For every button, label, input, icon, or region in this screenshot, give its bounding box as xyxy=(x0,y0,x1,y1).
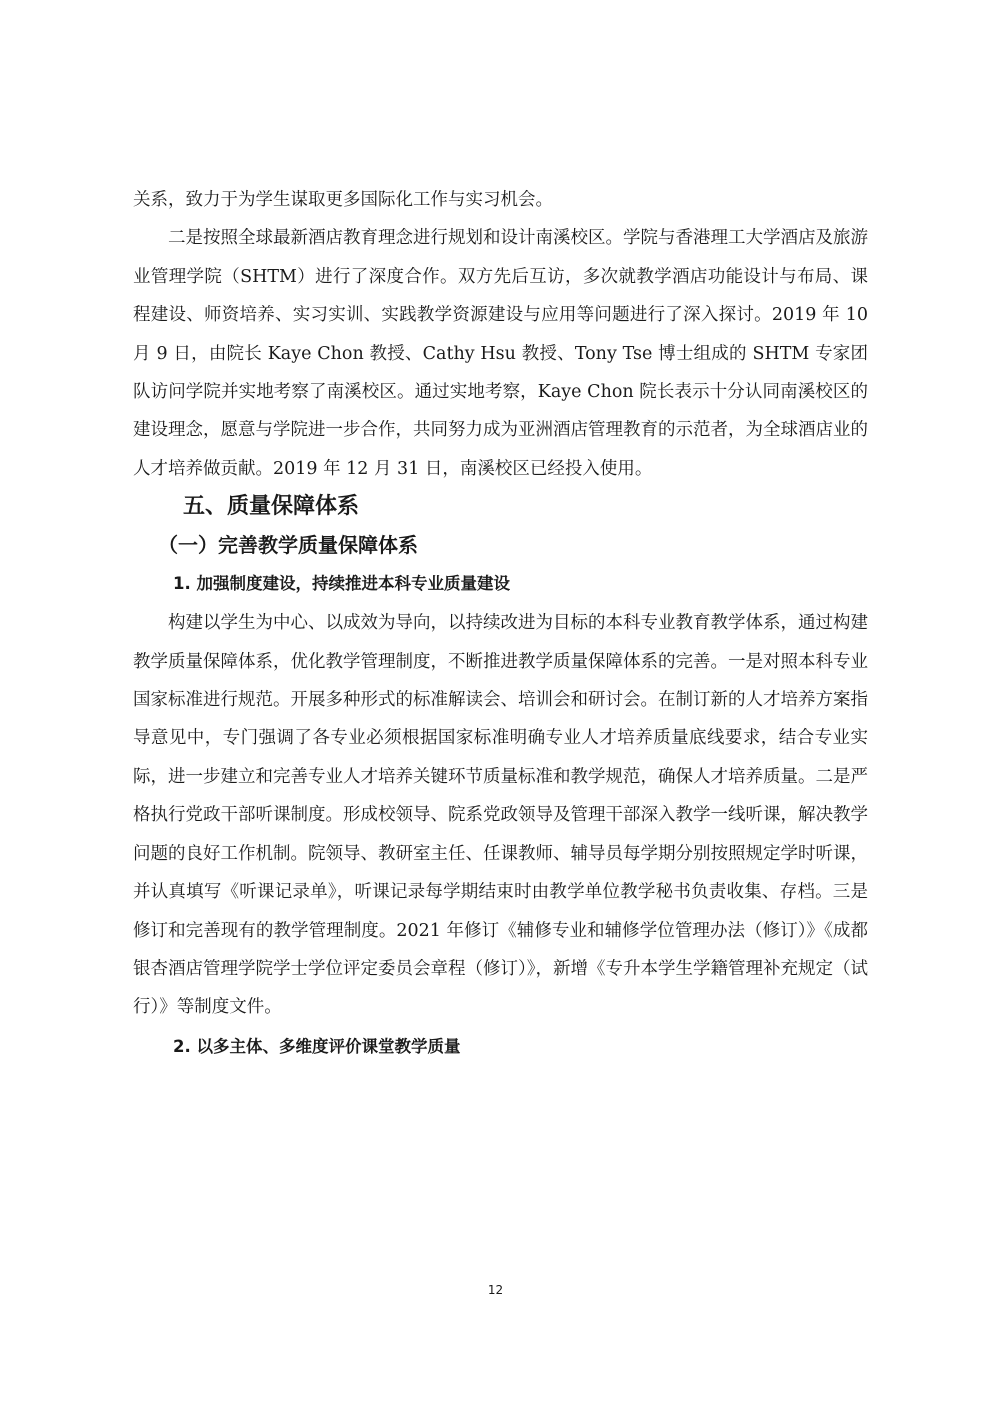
paragraph-quality-system: 构建以学生为中心、以成效为导向，以持续改进为目标的本科专业教育教学体系，通过构建教学质量保障体系，优化教学管理制度，不断推进教学质量保障体系的完善。一是对照本科专业国家标准进行规范。开展多种形式的标准解读会、培训会和研讨会。在制订新的人才培养方案指导意见中，专门强调了各专业必须根据国家标准明确专业人才培养质量底线要求，结合专业实际，进一步建立和完善专业人才培养关键环节质量标准和教学规范，确保人才培养质量。二是严格执行党政干部听课制度。形成校领导、院系党政领导及管理干部深入教学一线听课，解决教学问题的良好工作机制。院领导、教研室主任、任课教师、辅导员每学期分别按照规定学时听课，并认真填写《听课记录单》，听课记录每学期结束时由教学单位教学秘书负责收集、存档。三是修订和完善现有的教学管理制度。2021 年修订《辅修专业和辅修学位管理办法（修订）》《成都银杏酒店管理学院学士学位评定委员会章程（修订）》，新增《专升本学生学籍管理补充规定（试行）》等制度文件。 xyxy=(133,613,868,1018)
item-heading-1: 1. 加强制度建设，持续推进本科专业质量建设 xyxy=(173,574,510,594)
paragraph-continuation: 关系，致力于为学生谋取更多国际化工作与实习机会。 xyxy=(133,190,553,210)
item-heading-2: 2. 以多主体、多维度评价课堂教学质量 xyxy=(173,1036,461,1056)
subsection-heading: （一）完善教学质量保障体系 xyxy=(158,533,418,558)
paragraph-nanxi-campus: 二是按照全球最新酒店教育理念进行规划和设计南溪校区。学院与香港理工大学酒店及旅游业管理学院（SHTM）进行了深度合作。双方先后互访，多次就教学酒店功能设计与布局、课程建设、师资培养、实习实训、实践教学资源建设与应用等问题进行了深入探讨。2019 年 10 月 9 日，由院长 Kaye Chon 教授、Cathy Hsu 教授、Tony Tse 博士组成的 SHTM 专家团队访问学院并实地考察了南溪校区。通过实地考察，Kaye Chon 院长表示十分认同南溪校区的建设理念，愿意与学院进一步合作，共同努力成为亚洲酒店管理教育的示范者，为全球酒店业的人才培养做贡献。2019 年 12 月 31 日，南溪校区已经投入使用。 xyxy=(133,228,868,479)
page-content xyxy=(133,181,868,1067)
section-heading: 五、质量保障体系 xyxy=(183,494,360,520)
page-number: 12 xyxy=(487,1283,504,1297)
